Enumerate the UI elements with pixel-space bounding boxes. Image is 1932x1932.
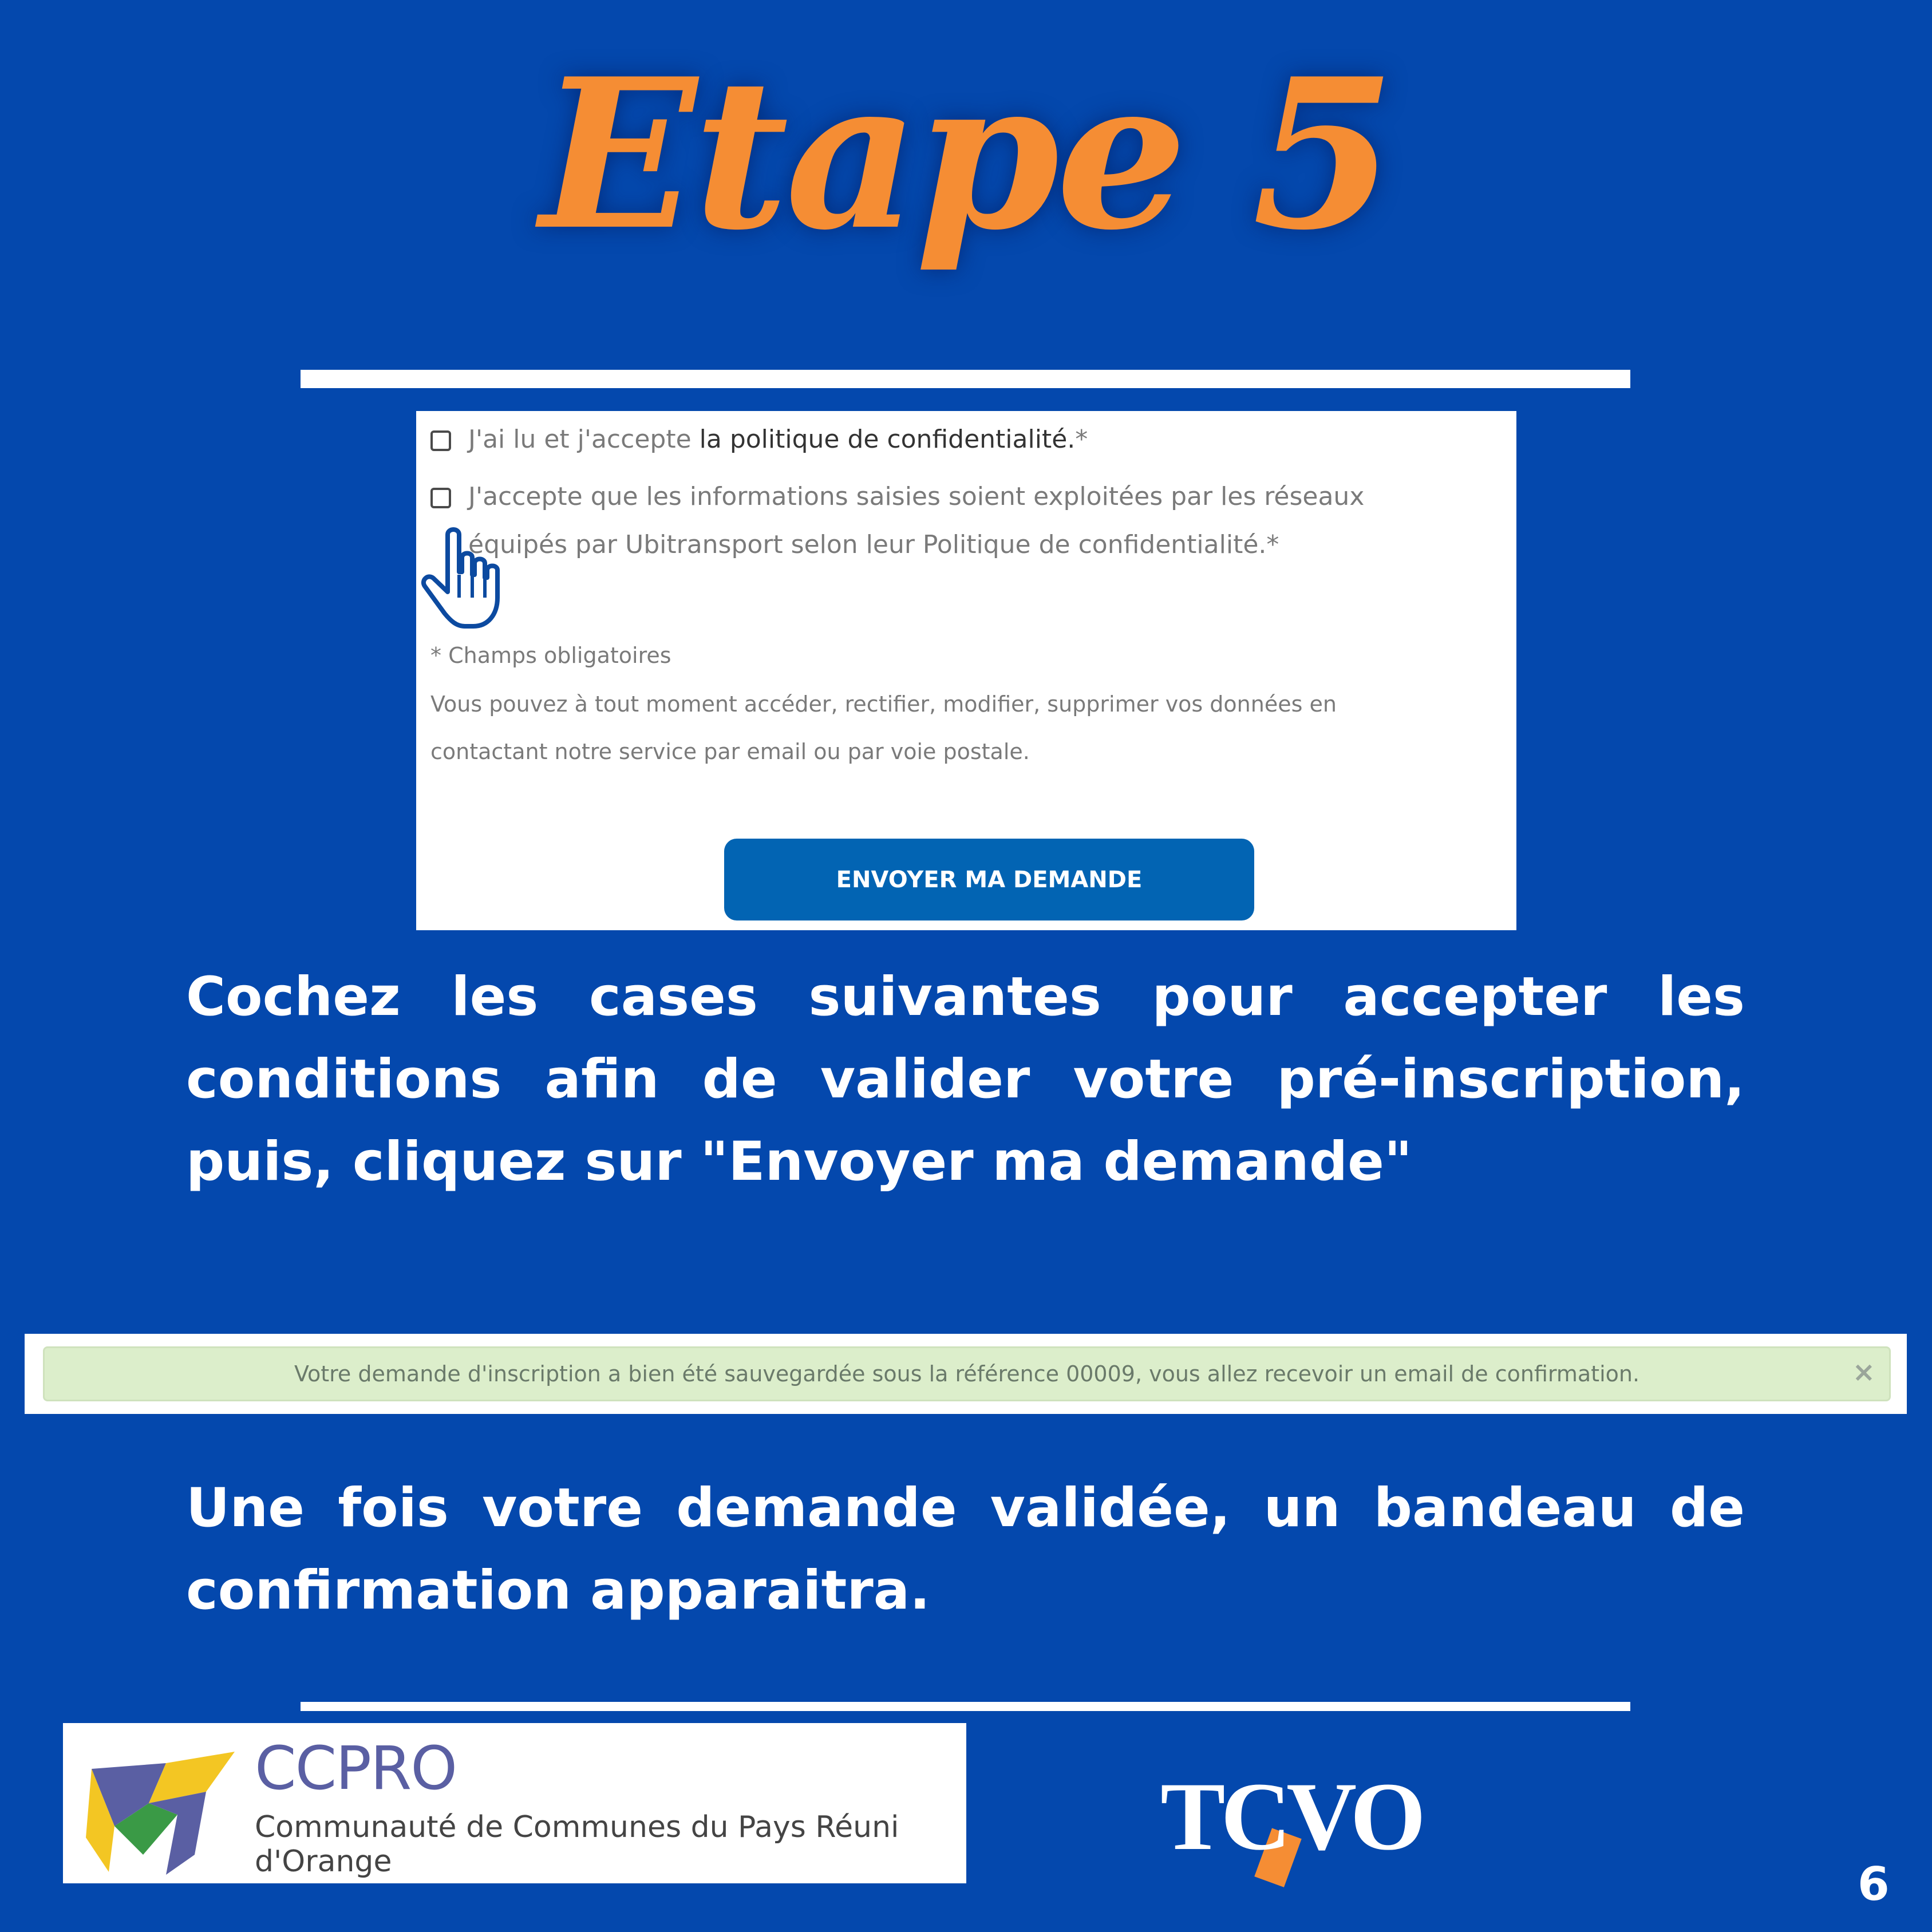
privacy-checkbox-row[interactable] [430, 427, 1088, 464]
data-usage-checkbox-row[interactable] [430, 484, 1490, 569]
data-usage-label-line2: équipés par Ubitransport selon leur Politique de confidentialité.* [468, 530, 1279, 559]
required-fields-note: * Champs obligatoires [430, 643, 671, 668]
divider-top [301, 370, 1630, 388]
confirmation-banner-screenshot [25, 1334, 1907, 1414]
confirmation-banner [43, 1346, 1891, 1401]
ccpro-name: CCPRO [255, 1733, 457, 1803]
data-usage-checkbox-label [468, 473, 1364, 569]
privacy-policy-link[interactable]: la politique de confidentialité. [699, 425, 1076, 454]
svg-text:TCVO: TCVO [1160, 1769, 1421, 1870]
tcvo-logo [1153, 1769, 1428, 1889]
close-icon[interactable]: × [1852, 1356, 1875, 1388]
form-screenshot [416, 411, 1516, 930]
privacy-checkbox-label [468, 416, 1088, 464]
ccpro-logo-block [63, 1723, 966, 1883]
privacy-label-prefix: J'ai lu et j'accepte [468, 425, 700, 454]
data-usage-checkbox[interactable] [430, 488, 451, 508]
ccpro-full-name: Communauté de Communes du Pays Réuni d'Orange [255, 1810, 899, 1879]
privacy-checkbox[interactable] [430, 430, 451, 451]
divider-bottom [301, 1702, 1630, 1711]
required-asterisk: * [1075, 425, 1088, 454]
ccpro-logo-icon [80, 1740, 235, 1878]
instruction-paragraph-1: Cochez les cases suivantes pour accepter les conditions afin de valider votre pré-inscription, puis, cliquez sur "Envoyer ma demande" [186, 966, 1745, 1193]
rights-note-line2: contactant notre service par email ou par voie postale. [430, 739, 1030, 764]
page-number: 6 [1858, 1858, 1890, 1911]
send-request-button[interactable]: ENVOYER MA DEMANDE [724, 839, 1254, 920]
instruction-paragraph-2: Une fois votre demande validée, un bandeau de confirmation apparaitra. [186, 1477, 1745, 1622]
pointer-hand-icon [416, 517, 531, 632]
data-usage-label-line1: J'accepte que les informations saisies soient exploitées par les réseaux [468, 482, 1365, 511]
page-title: Etape 5 [540, 33, 1392, 275]
rights-note-line1: Vous pouvez à tout moment accéder, rectifier, modifier, supprimer vos données en [430, 692, 1337, 717]
confirmation-message: Votre demande d'inscription a bien été sauvegardée sous la référence 00009, vous allez recevoir un email de confirmation. [294, 1361, 1640, 1386]
